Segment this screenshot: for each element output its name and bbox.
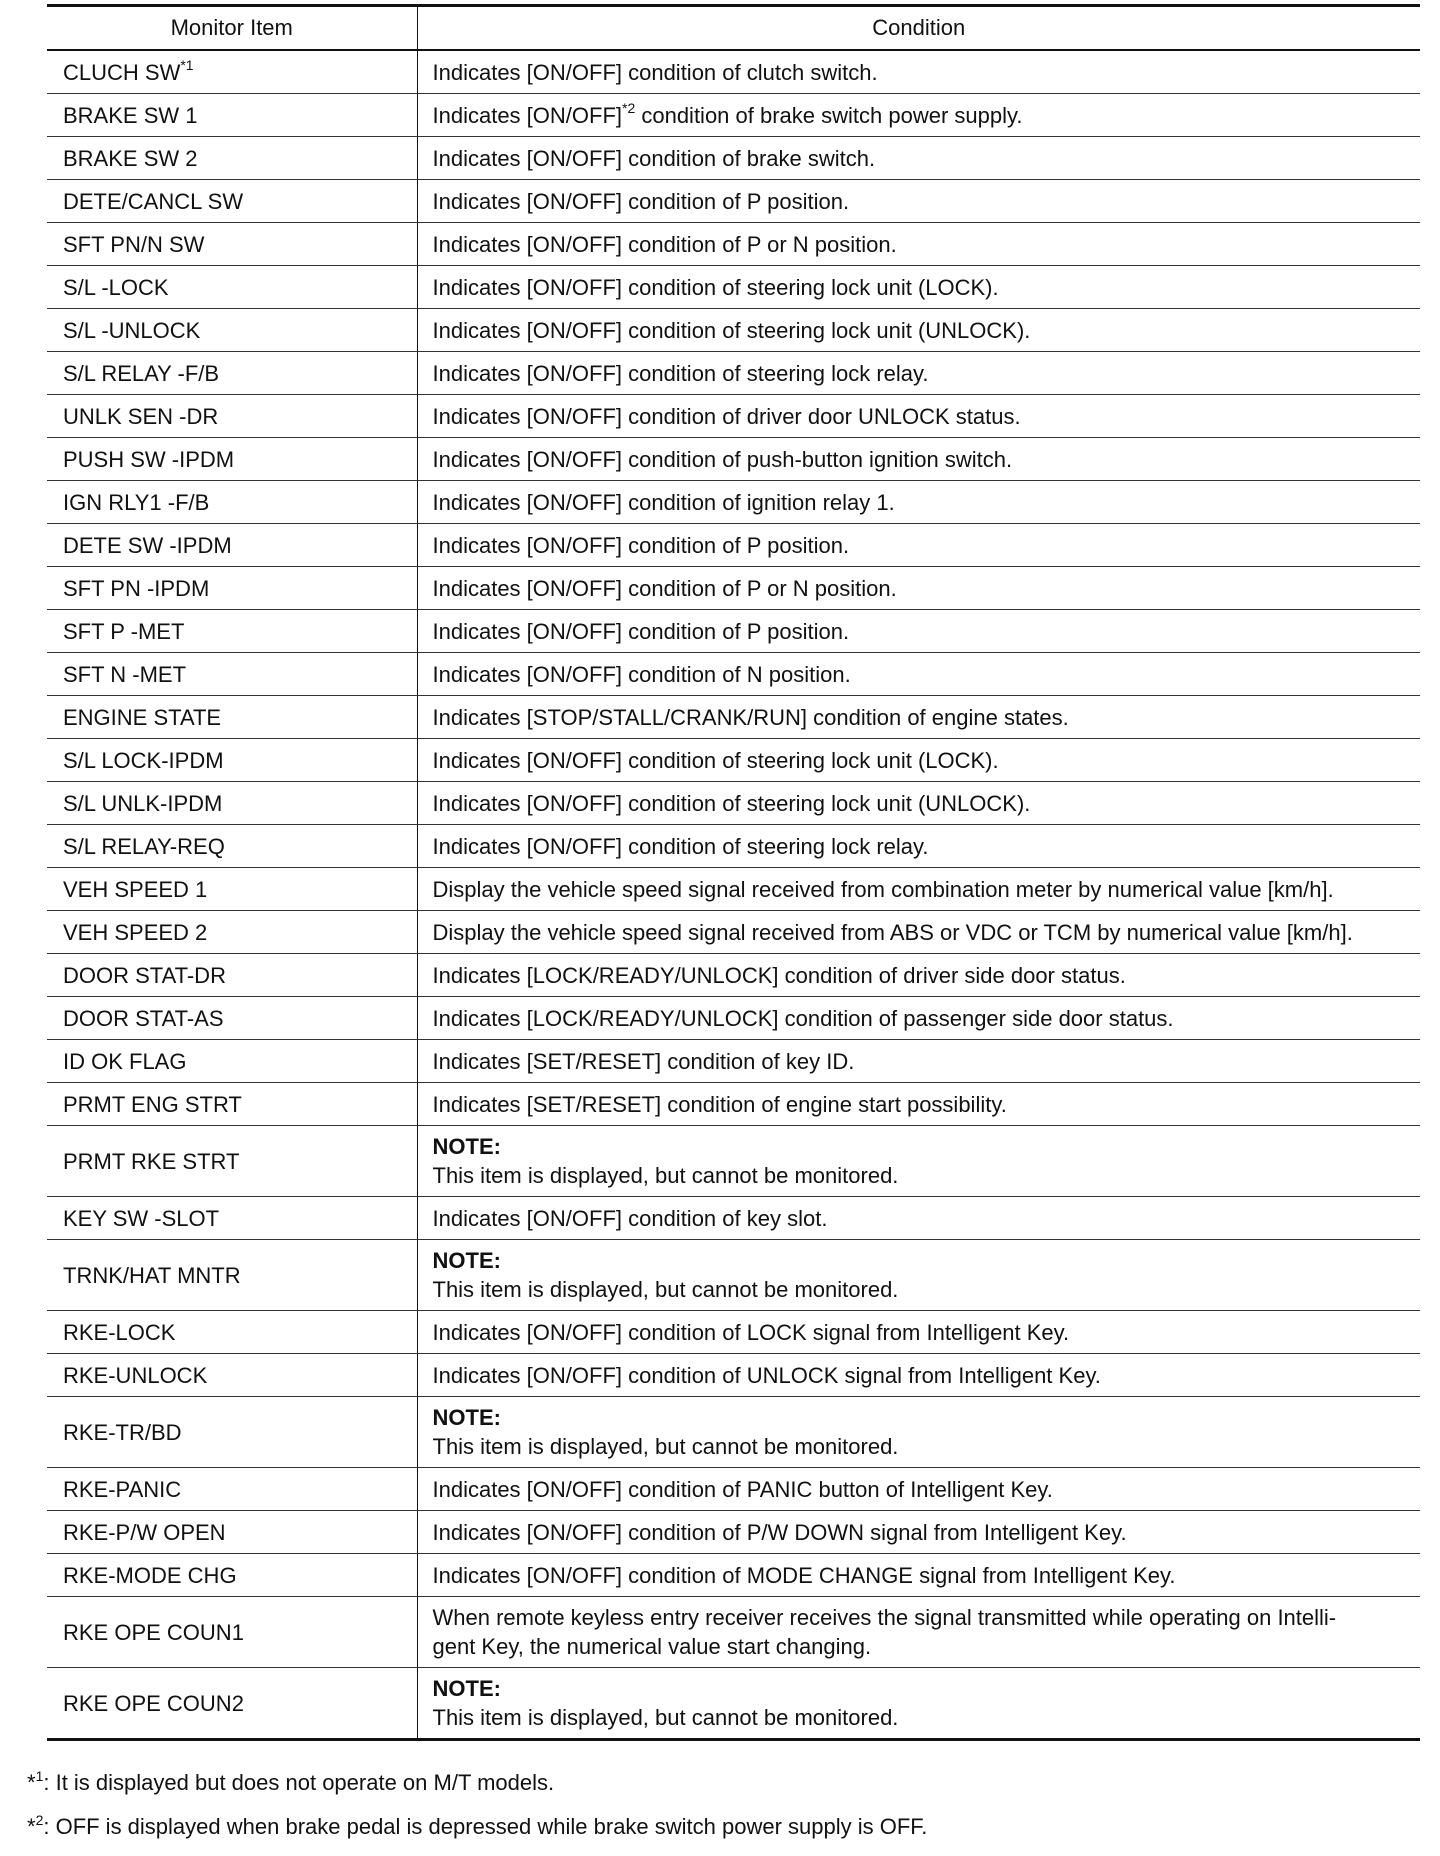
monitor-item-name: S/L UNLK-IPDM: [63, 790, 223, 816]
condition-text: Indicates [ON/OFF] condition of brake switch.: [432, 145, 876, 171]
monitor-item-name: RKE-MODE CHG: [63, 1562, 237, 1588]
note-text: This item is displayed, but cannot be monitored.: [432, 1163, 899, 1188]
monitor-item-cell: [47, 137, 417, 180]
condition-text: Indicates [ON/OFF] condition of P or N position.: [432, 231, 897, 257]
monitor-item-cell: [47, 1668, 417, 1740]
condition-text: Indicates [ON/OFF] condition of steering lock unit (UNLOCK).: [432, 317, 1031, 343]
condition-text: Indicates [SET/RESET] condition of key ID.: [432, 1048, 855, 1074]
table-row: [47, 1668, 1420, 1740]
condition-text: Indicates [LOCK/READY/UNLOCK] condition of driver side door status.: [432, 962, 1126, 988]
condition-cell: [417, 1126, 1420, 1197]
monitor-item-cell: [47, 438, 417, 481]
condition-cell: [417, 94, 1420, 137]
table-row: [47, 180, 1420, 223]
monitor-item-cell: [47, 1311, 417, 1354]
monitor-item-cell: [47, 825, 417, 868]
condition-text: Indicates [ON/OFF] condition of P position.: [432, 532, 850, 558]
condition-cell: [417, 610, 1420, 653]
monitor-item-cell: [47, 1468, 417, 1511]
condition-text-line: gent Key, the numerical value start changing.: [432, 1634, 872, 1659]
table-row: [47, 309, 1420, 352]
monitor-item-table: [47, 4, 1420, 1741]
monitor-item-cell: [47, 567, 417, 610]
condition-text: Indicates [ON/OFF] condition of ignition relay 1.: [432, 489, 895, 515]
condition-cell: [417, 1468, 1420, 1511]
monitor-item-cell: [47, 1040, 417, 1083]
condition-cell: [417, 653, 1420, 696]
monitor-item-name: VEH SPEED 2: [63, 919, 208, 945]
monitor-item-name: PUSH SW -IPDM: [63, 446, 235, 472]
table-row: [47, 1083, 1420, 1126]
monitor-item-cell: [47, 739, 417, 782]
monitor-item-name: RKE-PANIC: [63, 1476, 182, 1502]
monitor-item-name: S/L -UNLOCK: [63, 317, 201, 343]
table-row: [47, 352, 1420, 395]
monitor-item-name: S/L -LOCK: [63, 274, 169, 300]
note-text: This item is displayed, but cannot be monitored.: [432, 1434, 899, 1459]
footnote-number: 1: [35, 1767, 44, 1784]
note-text: This item is displayed, but cannot be monitored.: [432, 1705, 899, 1730]
condition-text: Indicates [ON/OFF] condition of UNLOCK signal from Intelligent Key.: [432, 1362, 1101, 1388]
monitor-item-cell: [47, 1554, 417, 1597]
monitor-item-name: PRMT RKE STRT: [63, 1148, 240, 1174]
monitor-item-name: DOOR STAT-AS: [63, 1005, 224, 1031]
footnote-ref: *1: [180, 57, 194, 74]
table-row: [47, 223, 1420, 266]
table-row: [47, 954, 1420, 997]
condition-cell: [417, 997, 1420, 1040]
monitor-item-cell: [47, 1397, 417, 1468]
monitor-item-cell: [47, 1354, 417, 1397]
monitor-item-cell: [47, 610, 417, 653]
condition-cell: [417, 1040, 1420, 1083]
condition-cell: [417, 1668, 1420, 1740]
monitor-item-name: IGN RLY1 -F/B: [63, 489, 210, 515]
table-header-row: [47, 6, 1420, 51]
monitor-item-cell: [47, 50, 417, 94]
footnote-mark: *: [27, 1770, 36, 1795]
condition-text: Display the vehicle speed signal received from combination meter by numerical value [km/h].: [432, 876, 1334, 902]
condition-text: Indicates [ON/OFF] condition of PANIC button of Intelligent Key.: [432, 1476, 1053, 1502]
table-row: [47, 610, 1420, 653]
condition-text: Indicates [ON/OFF]: [432, 102, 622, 128]
monitor-item-cell: [47, 180, 417, 223]
monitor-item-name: SFT N -MET: [63, 661, 187, 687]
monitor-item-name: BRAKE SW 1: [63, 102, 198, 128]
condition-text-line: When remote keyless entry receiver receives the signal transmitted while operating on Intelli-: [432, 1605, 1337, 1630]
condition-cell: [417, 352, 1420, 395]
monitor-item-cell: [47, 1083, 417, 1126]
condition-cell: [417, 1197, 1420, 1240]
footnote-text: : OFF is displayed when brake pedal is depressed while brake switch power supply is OFF.: [43, 1814, 928, 1839]
monitor-item-cell: [47, 696, 417, 739]
monitor-item-name: TRNK/HAT MNTR: [63, 1262, 241, 1288]
footnote-number: 2: [35, 1811, 44, 1828]
condition-cell: [417, 954, 1420, 997]
condition-text: Indicates [ON/OFF] condition of P position.: [432, 618, 850, 644]
condition-cell: [417, 1240, 1420, 1311]
note-label: NOTE:: [432, 1405, 501, 1430]
condition-cell: [417, 1083, 1420, 1126]
monitor-item-name: ID OK FLAG: [63, 1048, 187, 1074]
table-row: [47, 395, 1420, 438]
table-row: [47, 739, 1420, 782]
condition-text: Indicates [ON/OFF] condition of driver door UNLOCK status.: [432, 403, 1021, 429]
table-row: [47, 524, 1420, 567]
monitor-item-name: DOOR STAT-DR: [63, 962, 226, 988]
monitor-item-cell: [47, 868, 417, 911]
note-label: NOTE:: [432, 1134, 501, 1159]
condition-cell: [417, 911, 1420, 954]
monitor-item-name: RKE-TR/BD: [63, 1419, 182, 1445]
footnote: [27, 1812, 927, 1856]
monitor-item-name: BRAKE SW 2: [63, 145, 198, 171]
condition-cell: [417, 1397, 1420, 1468]
monitor-item-name: DETE SW -IPDM: [63, 532, 232, 558]
note-label: NOTE:: [432, 1248, 501, 1273]
monitor-item-name: UNLK SEN -DR: [63, 403, 219, 429]
monitor-item-name: RKE-LOCK: [63, 1319, 176, 1345]
table-row: [47, 825, 1420, 868]
header-condition: Condition: [417, 6, 1420, 51]
condition-cell: [417, 137, 1420, 180]
table-row: [47, 1397, 1420, 1468]
monitor-item-name: ENGINE STATE: [63, 704, 222, 730]
footnote: [27, 1768, 927, 1812]
table-row: [47, 1554, 1420, 1597]
table-row: [47, 1311, 1420, 1354]
monitor-item-name: CLUCH SW: [63, 59, 181, 85]
condition-cell: [417, 266, 1420, 309]
table-row: [47, 1197, 1420, 1240]
condition-text: Indicates [ON/OFF] condition of steering lock unit (LOCK).: [432, 274, 999, 300]
condition-text: Indicates [ON/OFF] condition of P/W DOWN signal from Intelligent Key.: [432, 1519, 1127, 1545]
condition-cell: [417, 50, 1420, 94]
table-row: [47, 1126, 1420, 1197]
header-monitor-item: Monitor Item: [47, 6, 417, 51]
monitor-item-name: SFT PN -IPDM: [63, 575, 210, 601]
monitor-item-cell: [47, 94, 417, 137]
monitor-item-name: KEY SW -SLOT: [63, 1205, 220, 1231]
note-text: This item is displayed, but cannot be monitored.: [432, 1277, 899, 1302]
condition-text: Display the vehicle speed signal received from ABS or VDC or TCM by numerical value [km/h].: [432, 919, 1353, 945]
footnotes: [27, 1768, 927, 1856]
table-row: [47, 50, 1420, 94]
table-row: [47, 911, 1420, 954]
table-body: [47, 50, 1420, 1740]
table-row: [47, 696, 1420, 739]
condition-text: Indicates [ON/OFF] condition of key slot.: [432, 1205, 828, 1231]
monitor-item-name: SFT PN/N SW: [63, 231, 205, 257]
table-row: [47, 782, 1420, 825]
footnote-mark: *: [27, 1814, 36, 1839]
table-row: [47, 1040, 1420, 1083]
condition-text: Indicates [ON/OFF] condition of steering lock unit (LOCK).: [432, 747, 999, 773]
condition-text: Indicates [ON/OFF] condition of clutch switch.: [432, 59, 878, 85]
condition-text: Indicates [ON/OFF] condition of steering lock relay.: [432, 360, 929, 386]
monitor-item-cell: [47, 352, 417, 395]
table-row: [47, 266, 1420, 309]
monitor-item-name: DETE/CANCL SW: [63, 188, 244, 214]
monitor-item-cell: [47, 223, 417, 266]
condition-cell: [417, 782, 1420, 825]
monitor-item-cell: [47, 997, 417, 1040]
condition-text: Indicates [SET/RESET] condition of engine start possibility.: [432, 1091, 1007, 1117]
table-row: [47, 868, 1420, 911]
condition-text: Indicates [ON/OFF] condition of steering lock unit (UNLOCK).: [432, 790, 1031, 816]
condition-cell: [417, 180, 1420, 223]
table-row: [47, 137, 1420, 180]
note-label: NOTE:: [432, 1676, 501, 1701]
condition-text: Indicates [ON/OFF] condition of steering lock relay.: [432, 833, 929, 859]
condition-cell: [417, 524, 1420, 567]
condition-text: Indicates [ON/OFF] condition of N position.: [432, 661, 851, 687]
condition-cell: [417, 395, 1420, 438]
table-row: [47, 438, 1420, 481]
condition-text: Indicates [ON/OFF] condition of P position.: [432, 188, 850, 214]
condition-cell: [417, 739, 1420, 782]
condition-cell: [417, 309, 1420, 352]
condition-cell: [417, 1354, 1420, 1397]
table-row: [47, 1240, 1420, 1311]
condition-cell: [417, 1597, 1420, 1668]
monitor-item-cell: [47, 653, 417, 696]
condition-cell: [417, 1554, 1420, 1597]
condition-cell: [417, 1511, 1420, 1554]
monitor-item-cell: [47, 481, 417, 524]
monitor-item-cell: [47, 1197, 417, 1240]
monitor-item-name: S/L LOCK-IPDM: [63, 747, 224, 773]
monitor-item-cell: [47, 954, 417, 997]
monitor-item-cell: [47, 1597, 417, 1668]
table-row: [47, 653, 1420, 696]
monitor-item-name: S/L RELAY -F/B: [63, 360, 220, 386]
condition-text: Indicates [ON/OFF] condition of LOCK signal from Intelligent Key.: [432, 1319, 1070, 1345]
condition-cell: [417, 223, 1420, 266]
table-row: [47, 997, 1420, 1040]
footnote-text: : It is displayed but does not operate on M/T models.: [43, 1770, 555, 1795]
table-row: [47, 1468, 1420, 1511]
condition-cell: [417, 1311, 1420, 1354]
monitor-item-name: RKE-UNLOCK: [63, 1362, 208, 1388]
monitor-item-name: RKE-P/W OPEN: [63, 1519, 226, 1545]
condition-cell: [417, 696, 1420, 739]
monitor-item-cell: [47, 782, 417, 825]
monitor-item-cell: [47, 1126, 417, 1197]
monitor-item-name: S/L RELAY-REQ: [63, 833, 225, 859]
condition-text: condition of brake switch power supply.: [635, 102, 1023, 128]
monitor-item-cell: [47, 1240, 417, 1311]
condition-text: Indicates [ON/OFF] condition of push-button ignition switch.: [432, 446, 1013, 472]
condition-text: Indicates [ON/OFF] condition of MODE CHANGE signal from Intelligent Key.: [432, 1562, 1176, 1588]
monitor-item-name: RKE OPE COUN2: [63, 1690, 244, 1716]
footnote-ref: *2: [622, 100, 636, 117]
monitor-item-name: PRMT ENG STRT: [63, 1091, 242, 1117]
table-row: [47, 94, 1420, 137]
monitor-item-cell: [47, 309, 417, 352]
monitor-item-cell: [47, 911, 417, 954]
condition-cell: [417, 567, 1420, 610]
monitor-item-cell: [47, 395, 417, 438]
table-row: [47, 1354, 1420, 1397]
table-row: [47, 481, 1420, 524]
condition-text: Indicates [STOP/STALL/CRANK/RUN] condition of engine states.: [432, 704, 1069, 730]
condition-text: Indicates [LOCK/READY/UNLOCK] condition of passenger side door status.: [432, 1005, 1174, 1031]
monitor-item-cell: [47, 266, 417, 309]
monitor-item-cell: [47, 524, 417, 567]
monitor-item-name: SFT P -MET: [63, 618, 185, 644]
monitor-item-name: RKE OPE COUN1: [63, 1619, 244, 1645]
condition-cell: [417, 481, 1420, 524]
condition-cell: [417, 825, 1420, 868]
table-row: [47, 1597, 1420, 1668]
table-row: [47, 1511, 1420, 1554]
condition-cell: [417, 438, 1420, 481]
table-row: [47, 567, 1420, 610]
condition-text: Indicates [ON/OFF] condition of P or N position.: [432, 575, 897, 601]
monitor-item-cell: [47, 1511, 417, 1554]
monitor-item-name: VEH SPEED 1: [63, 876, 208, 902]
condition-cell: [417, 868, 1420, 911]
